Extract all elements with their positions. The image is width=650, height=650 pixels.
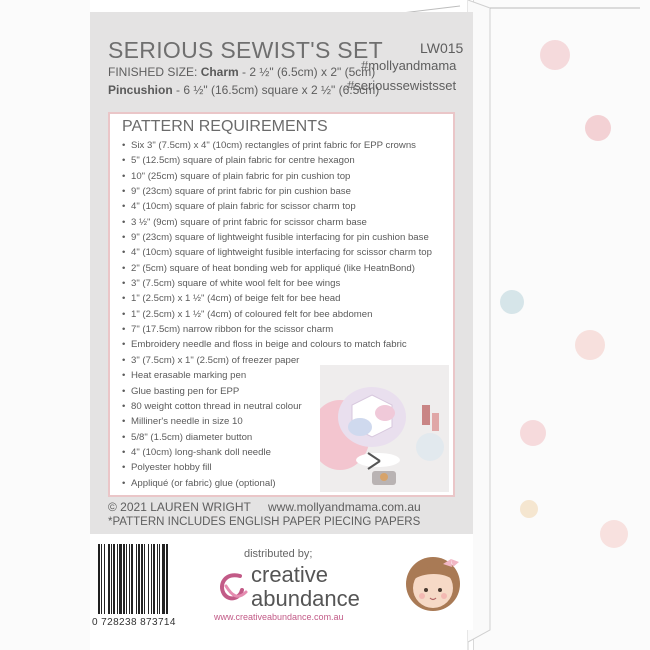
requirement-text: 7" (17.5cm) narrow ribbon for the scissor charm (131, 324, 334, 336)
pincushion-size: - 6 ½" (16.5cm) square x 2 ½" (6.5cm) (172, 83, 380, 97)
hashtag: #mollyandmama (361, 58, 457, 73)
bullet-icon: • (122, 278, 126, 290)
requirement-text: 2" (5cm) square of heat bonding web for appliqué (like HeatnBond) (131, 262, 415, 274)
requirement-item (122, 215, 432, 230)
product-photo (320, 365, 449, 492)
barcode (96, 544, 194, 614)
requirement-text: 3" (7.5cm) x 1" (2.5cm) of freezer paper (131, 354, 300, 366)
website-link[interactable]: www.mollyandmama.com.au (268, 500, 421, 514)
distributor-area (90, 534, 473, 630)
requirement-item (122, 138, 432, 153)
bullet-icon: • (122, 216, 126, 228)
bullet-icon: • (122, 477, 126, 489)
finished-size-charm (108, 65, 375, 79)
requirement-text: 4" (10cm) square of plain fabric for scissor charm top (131, 201, 356, 213)
requirement-item (122, 169, 432, 184)
bullet-icon: • (122, 400, 126, 412)
requirement-item (122, 199, 432, 214)
requirement-text: Milliner's needle in size 10 (131, 416, 243, 428)
requirement-item (122, 245, 432, 260)
bullet-icon: • (122, 308, 126, 320)
requirement-text: 4" (10cm) square of lightweight fusible interfacing for scissor charm top (131, 247, 432, 259)
bullet-icon: • (122, 462, 126, 474)
bullet-icon: • (122, 324, 126, 336)
bullet-icon: • (122, 186, 126, 198)
requirement-item (122, 337, 432, 352)
requirement-text: 1" (2.5cm) x 1 ½" (4cm) of beige felt for bee head (131, 293, 341, 305)
requirement-text: 3 ½" (9cm) square of print fabric for scissor charm base (131, 216, 367, 228)
bullet-icon: • (122, 339, 126, 351)
requirement-item (122, 184, 432, 199)
pattern-card (90, 12, 473, 628)
hashtag: #serioussewistsset (347, 78, 457, 93)
requirement-text: 10" (25cm) square of plain fabric for pin cushion top (131, 170, 351, 182)
product-title: SERIOUS SEWIST'S SET (108, 37, 383, 63)
requirement-text: Embroidery needle and floss in beige and colours to match fabric (131, 339, 407, 351)
requirement-text: 5" (12.5cm) square of plain fabric for centre hexagon (131, 155, 355, 167)
bullet-icon: • (122, 293, 126, 305)
pincushion-label: Pincushion (108, 83, 173, 97)
requirement-text: Heat erasable marking pen (131, 370, 247, 382)
bullet-icon: • (122, 155, 126, 167)
requirement-item (122, 230, 432, 245)
distributor-url[interactable]: www.creativeabundance.com.au (214, 612, 344, 622)
distributed-by-label: distributed by; (244, 548, 313, 560)
bullet-icon: • (122, 140, 126, 151)
requirement-text: Polyester hobby fill (131, 462, 212, 474)
brand-name-line2: abundance (251, 586, 360, 611)
bullet-icon: • (122, 416, 126, 428)
requirement-text: 9" (23cm) square of lightweight fusible interfacing for pin cushion base (131, 232, 429, 244)
requirement-item (122, 322, 432, 337)
requirement-text: 1" (2.5cm) x 1 ½" (4cm) of coloured felt for bee abdomen (131, 308, 373, 320)
bullet-icon: • (122, 446, 126, 458)
requirements-box (108, 112, 455, 497)
charm-size: - 2 ½" (6.5cm) x 2" (5cm) (238, 65, 376, 79)
product-code: LW015 (420, 40, 464, 56)
creative-abundance-logo-icon (212, 566, 252, 606)
bullet-icon: • (122, 170, 126, 182)
bullet-icon: • (122, 247, 126, 259)
requirement-text: Appliqué (or fabric) glue (optional) (131, 477, 276, 489)
requirement-text: 9" (23cm) square of print fabric for pin cushion base (131, 186, 351, 198)
requirement-item (122, 153, 432, 168)
bullet-icon: • (122, 201, 126, 213)
finished-size-label: FINISHED SIZE: (108, 65, 198, 79)
bullet-icon: • (122, 370, 126, 382)
bullet-icon: • (122, 385, 126, 397)
requirement-text: 4" (10cm) long-shank doll needle (131, 446, 271, 458)
requirement-item (122, 291, 432, 306)
requirement-text: 80 weight cotton thread in neutral colour (131, 400, 302, 412)
requirement-item (122, 261, 432, 276)
requirement-item (122, 307, 432, 322)
requirement-item (122, 276, 432, 291)
charm-label: Charm (200, 65, 239, 79)
bullet-icon: • (122, 262, 126, 274)
copyright: © 2021 LAUREN WRIGHT (108, 500, 251, 514)
requirement-text: Six 3" (7.5cm) x 4" (10cm) rectangles of print fabric for EPP crowns (131, 140, 416, 151)
brand-name-line1: creative (251, 562, 329, 587)
requirement-text: Glue basting pen for EPP (131, 385, 240, 397)
requirements-heading: PATTERN REQUIREMENTS (122, 118, 328, 135)
girl-mascot-icon (403, 550, 463, 616)
pattern-note: *PATTERN INCLUDES ENGLISH PAPER PIECING PAPERS (108, 516, 421, 528)
bullet-icon: • (122, 232, 126, 244)
finished-size-pincushion (108, 83, 379, 97)
bullet-icon: • (122, 354, 126, 366)
requirement-text: 3" (7.5cm) square of white wool felt for bee wings (131, 278, 341, 290)
bullet-icon: • (122, 431, 126, 443)
barcode-number: 0 728238 873714 (92, 617, 176, 628)
requirement-text: 5/8" (1.5cm) diameter button (131, 431, 253, 443)
